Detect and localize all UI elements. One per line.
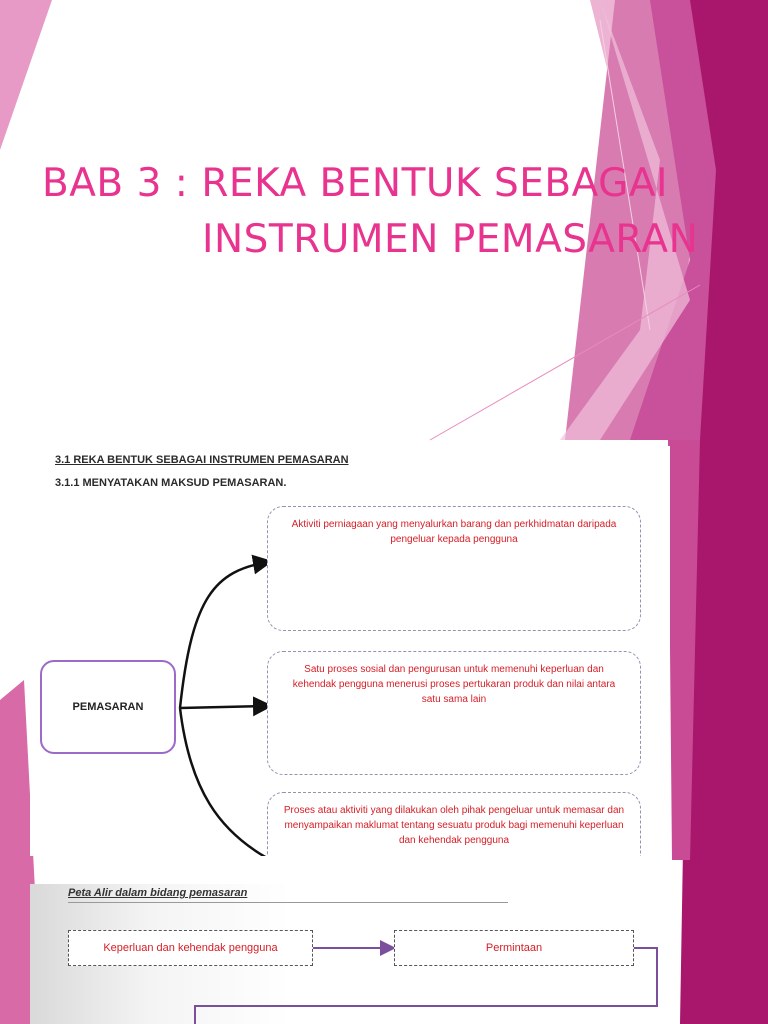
pemasaran-label: PEMASARAN: [72, 701, 144, 713]
flow-step-needs: Keperluan dan kehendak pengguna: [68, 930, 313, 966]
slide-title-line-1: BAB 3 : REKA BENTUK SEBAGAI: [42, 161, 668, 206]
definition-box-1: Aktiviti perniagaan yang menyalurkan barang dan perkhidmatan daripada pengeluar kepada pengguna: [267, 506, 641, 631]
pemasaran-box: [40, 660, 176, 754]
marketing-flow-panel: [30, 884, 680, 1024]
slide-title-line-2: INSTRUMEN PEMASARAN: [202, 217, 699, 262]
arrow-to-definition-3: [180, 708, 267, 856]
arrow-to-definition-2: [180, 706, 268, 708]
left-edge-shape-top: [0, 0, 52, 150]
flow-step-demand: Permintaan: [394, 930, 634, 966]
flow-heading: Peta Alir dalam bidang pemasaran: [68, 887, 248, 899]
definition-box-3: Proses atau aktiviti yang dilakukan oleh pihak pengeluar untuk memasar dan menyampaikan maklumat tentang sesuatu produk bagi memenuhi keperluan dan kehendak pengguna: [267, 792, 641, 856]
marketing-definition-panel: [30, 446, 670, 856]
subsection-heading: 3.1.1 MENYATAKAN MAKSUD PEMASARAN.: [55, 477, 287, 489]
arrow-to-definition-1: [180, 562, 268, 708]
section-heading: 3.1 REKA BENTUK SEBAGAI INSTRUMEN PEMASARAN: [55, 454, 349, 466]
definition-box-2: Satu proses sosial dan pengurusan untuk memenuhi keperluan dan kehendak pengguna menerusi proses pertukaran produk dan nilai antara satu sama lain: [267, 651, 641, 775]
